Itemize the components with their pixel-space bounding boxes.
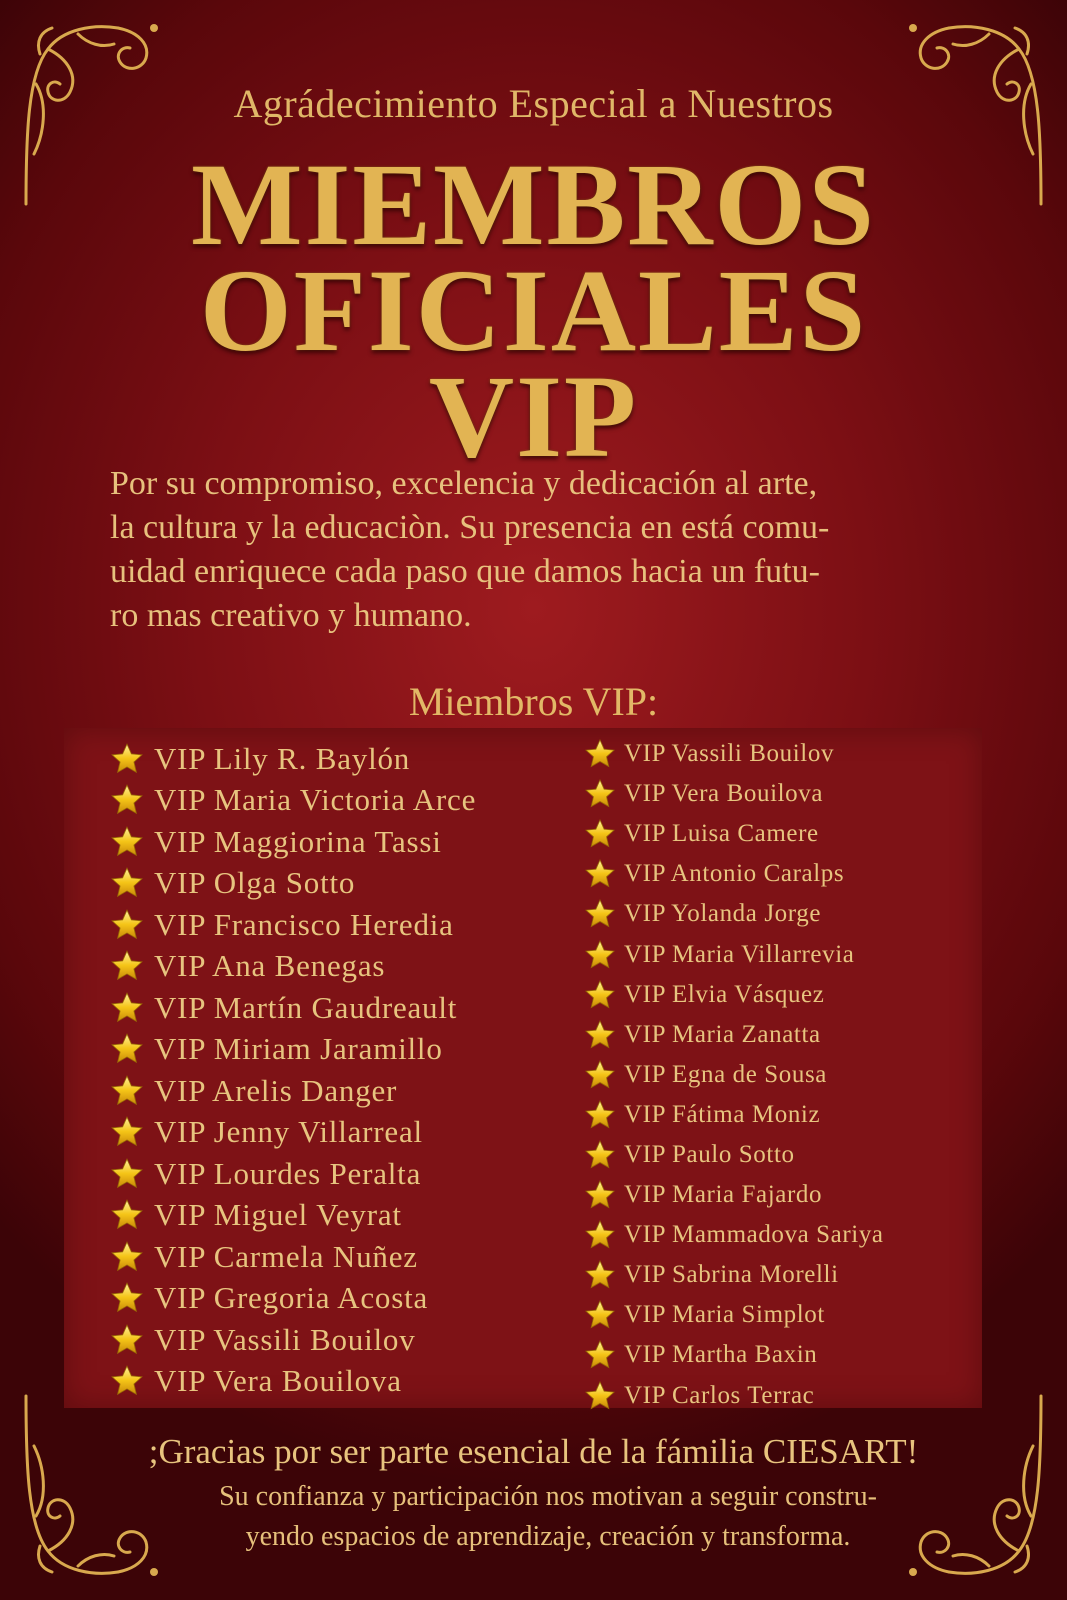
member-name: VIP Maria Fajardo xyxy=(624,1181,823,1209)
star-icon xyxy=(110,1281,144,1315)
star-icon xyxy=(584,1339,616,1371)
star-icon xyxy=(110,949,144,983)
member-item xyxy=(110,863,476,905)
star-icon xyxy=(110,1323,144,1357)
member-name: VIP Lourdes Peralta xyxy=(154,1155,422,1191)
member-item xyxy=(584,1376,884,1416)
star-icon xyxy=(110,1364,144,1398)
members-heading: Miembros VIP: xyxy=(408,679,659,724)
closing-line: Su confianza y participación nos motivan a seguir constru- xyxy=(219,1481,877,1512)
member-item xyxy=(110,1029,476,1071)
member-name: VIP Carmela Nuñez xyxy=(154,1238,418,1274)
star-icon xyxy=(584,818,616,850)
member-item xyxy=(584,814,884,854)
member-item xyxy=(584,975,884,1015)
member-name: VIP Miguel Veyrat xyxy=(154,1197,402,1233)
star-icon xyxy=(584,1299,616,1331)
member-item xyxy=(584,1295,884,1335)
members-panel xyxy=(64,728,982,1408)
member-name: VIP Elvia Vásquez xyxy=(624,980,825,1008)
member-name: VIP Fátima Moniz xyxy=(624,1100,821,1128)
star-icon xyxy=(110,866,144,900)
member-name: VIP Maria Zanatta xyxy=(624,1020,821,1048)
member-name: VIP Mammadova Sariya xyxy=(624,1221,884,1249)
member-item xyxy=(110,987,476,1029)
member-name: VIP Martín Gaudreault xyxy=(154,989,458,1025)
star-icon xyxy=(584,778,616,810)
intro-line: ro mas creativo y humano. xyxy=(110,597,472,634)
title-line-2: OFICIALES xyxy=(199,245,868,376)
member-item xyxy=(110,821,476,863)
member-name: VIP Olga Sotto xyxy=(154,865,356,901)
star-icon xyxy=(110,1157,144,1191)
member-name: VIP Martha Baxin xyxy=(624,1341,818,1369)
member-name: VIP Ana Benegas xyxy=(154,948,386,984)
star-icon xyxy=(584,858,616,890)
members-list-left xyxy=(110,738,476,1402)
star-icon xyxy=(584,1179,616,1211)
intro-paragraph xyxy=(110,462,990,638)
member-name: VIP Lily R. Baylón xyxy=(154,740,411,776)
member-name: VIP Vera Bouilova xyxy=(154,1363,402,1399)
member-name: VIP Egna de Sousa xyxy=(624,1060,827,1088)
member-item xyxy=(110,904,476,946)
star-icon xyxy=(584,1219,616,1251)
member-name: VIP Maria Victoria Arce xyxy=(154,782,477,818)
member-item xyxy=(584,774,884,814)
member-item xyxy=(584,1015,884,1055)
member-name: VIP Luisa Camere xyxy=(624,820,819,848)
member-item xyxy=(584,1335,884,1375)
member-item xyxy=(110,1278,476,1320)
star-icon xyxy=(110,1115,144,1149)
star-icon xyxy=(584,1019,616,1051)
title-line-1: MIEMBROS xyxy=(191,139,876,270)
member-name: VIP Carlos Terrac xyxy=(624,1381,815,1409)
closing-line: yendo espacios de aprendizaje, creación y transforma. xyxy=(245,1521,851,1552)
member-item xyxy=(584,1135,884,1175)
star-icon xyxy=(584,1059,616,1091)
star-icon xyxy=(584,979,616,1011)
intro-line: uidad enriquece cada paso que damos hacia un futu- xyxy=(110,553,820,590)
star-icon xyxy=(110,908,144,942)
star-icon xyxy=(584,939,616,971)
member-name: VIP Yolanda Jorge xyxy=(624,900,822,928)
star-icon xyxy=(584,738,616,770)
member-name: VIP Arelis Danger xyxy=(154,1072,398,1108)
star-icon xyxy=(584,1259,616,1291)
member-name: VIP Gregoria Acosta xyxy=(154,1280,429,1316)
member-item xyxy=(110,1070,476,1112)
member-name: VIP Vassili Bouilov xyxy=(624,740,835,768)
member-item xyxy=(110,738,476,780)
member-item xyxy=(110,780,476,822)
star-icon xyxy=(584,1139,616,1171)
star-icon xyxy=(584,1380,616,1412)
member-item xyxy=(110,1153,476,1195)
member-item xyxy=(584,894,884,934)
member-item xyxy=(584,734,884,774)
member-item xyxy=(584,1175,884,1215)
closing-message xyxy=(128,1477,968,1557)
member-name: VIP Antonio Caralps xyxy=(624,860,845,888)
star-icon xyxy=(110,991,144,1025)
member-name: VIP Paulo Sotto xyxy=(624,1140,795,1168)
star-icon xyxy=(110,825,144,859)
star-icon xyxy=(584,898,616,930)
member-item xyxy=(584,1095,884,1135)
member-item xyxy=(110,1361,476,1403)
member-name: VIP Vassili Bouilov xyxy=(154,1321,416,1357)
member-name: VIP Maria Villarrevia xyxy=(624,940,855,968)
member-name: VIP Maria Simplot xyxy=(624,1301,825,1329)
members-list-right xyxy=(584,734,884,1416)
member-item xyxy=(584,1255,884,1295)
star-icon xyxy=(110,1074,144,1108)
star-icon xyxy=(110,1198,144,1232)
thanks-message: ;Gracias por ser parte esencial de la fámilia CIESART! xyxy=(148,1432,919,1471)
member-item xyxy=(110,1112,476,1154)
star-icon xyxy=(110,1032,144,1066)
member-item xyxy=(584,1215,884,1255)
member-name: VIP Francisco Heredia xyxy=(154,906,454,942)
star-icon xyxy=(584,1099,616,1131)
star-icon xyxy=(110,1240,144,1274)
member-name: VIP Maggiorina Tassi xyxy=(154,823,442,859)
title-line-3: VIP xyxy=(428,351,639,482)
subtitle: Agrádecimiento Especial a Nuestros xyxy=(233,81,834,126)
member-item xyxy=(110,1195,476,1237)
intro-line: la cultura y la educaciòn. Su presencia en está comu- xyxy=(110,509,830,546)
member-item xyxy=(584,1055,884,1095)
member-name: VIP Jenny Villarreal xyxy=(154,1114,423,1150)
member-name: VIP Sabrina Morelli xyxy=(624,1261,839,1289)
intro-line: Por su compromiso, excelencia y dedicación al arte, xyxy=(110,465,818,502)
member-item xyxy=(584,934,884,974)
star-icon xyxy=(110,783,144,817)
member-name: VIP Miriam Jaramillo xyxy=(154,1031,443,1067)
member-item xyxy=(110,1236,476,1278)
member-item xyxy=(110,946,476,988)
star-icon xyxy=(110,742,144,776)
member-item xyxy=(110,1319,476,1361)
member-item xyxy=(584,854,884,894)
member-name: VIP Vera Bouilova xyxy=(624,780,824,808)
